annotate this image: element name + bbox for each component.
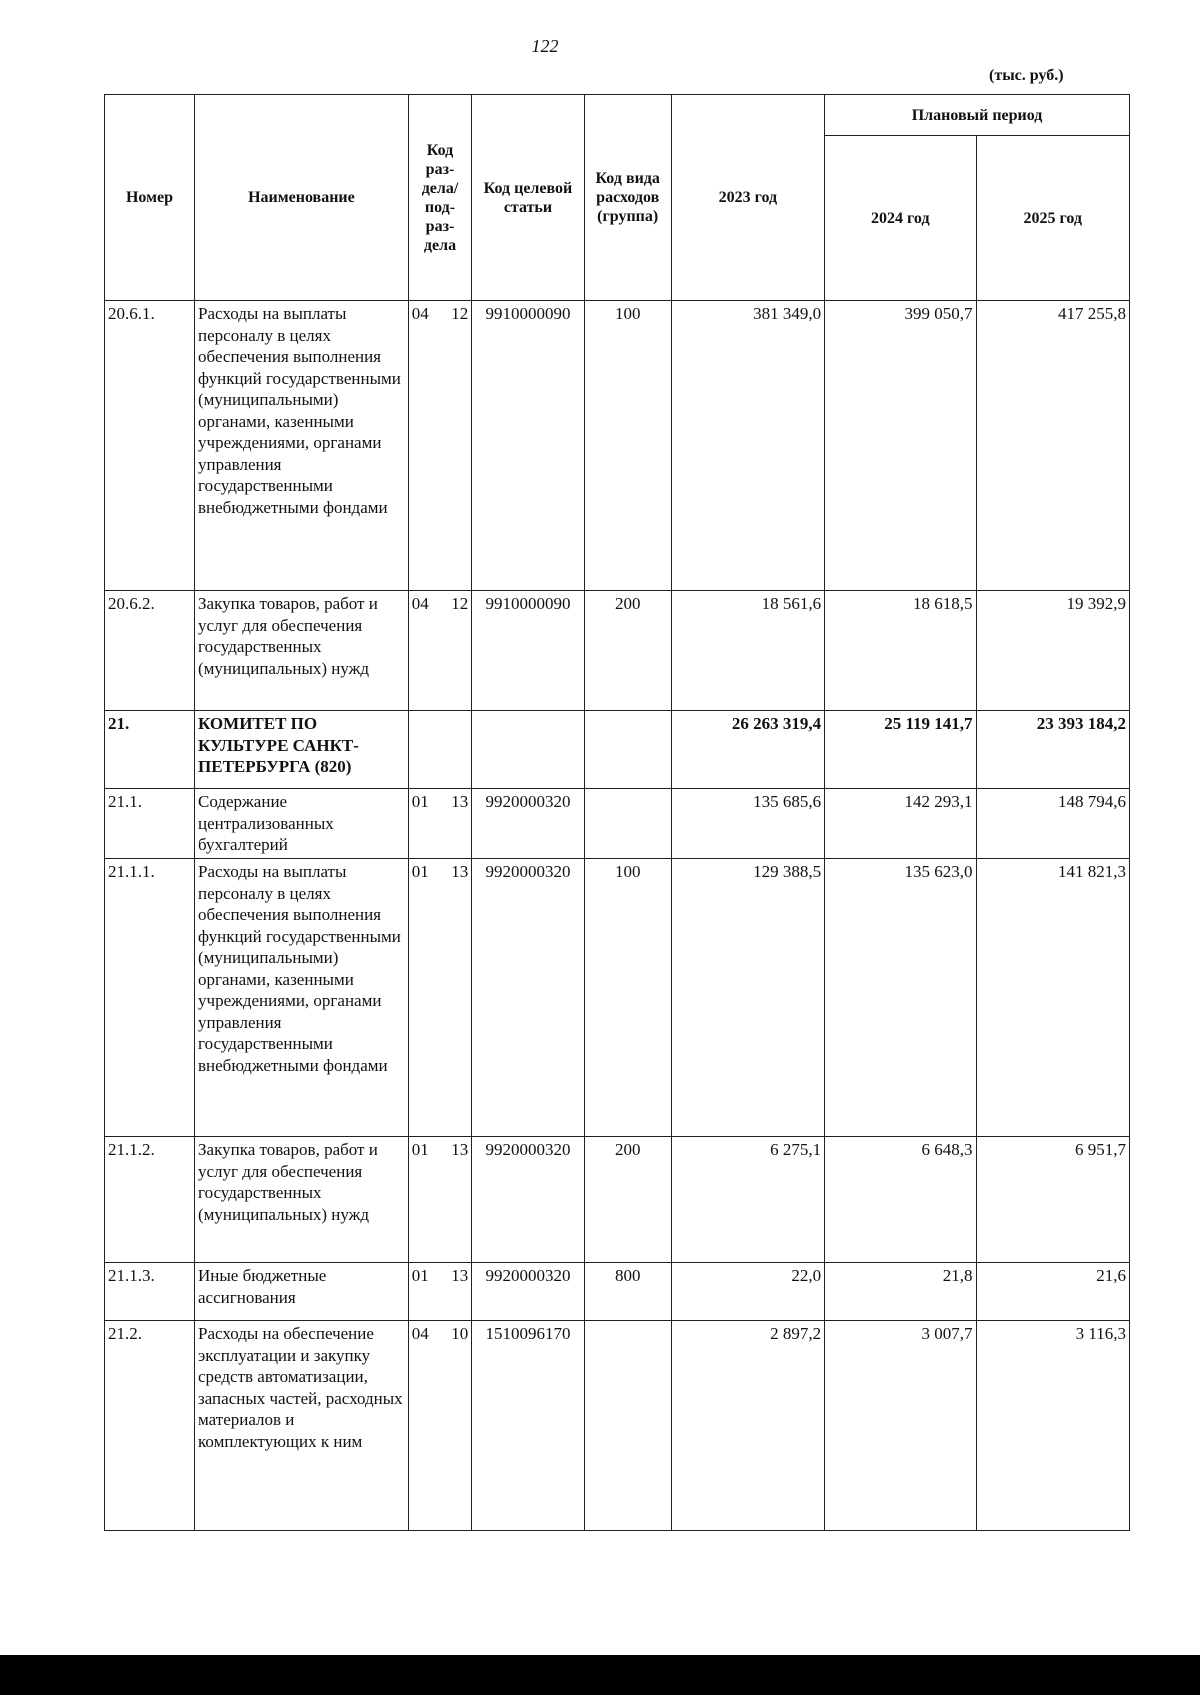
header-plan-period: Плановый период <box>825 95 1130 136</box>
row-expense-type: 800 <box>584 1263 671 1321</box>
row-amount-2023: 6 275,1 <box>671 1137 824 1263</box>
row-amount-2023: 26 263 319,4 <box>671 711 824 789</box>
row-number: 21.1.3. <box>105 1263 195 1321</box>
budget-table <box>104 94 1130 1531</box>
row-amount-2023: 129 388,5 <box>671 859 824 1137</box>
row-name: КОМИТЕТ ПО КУЛЬТУРЕ САНКТ-ПЕТЕРБУРГА (820) <box>195 711 409 789</box>
row-name: Закупка товаров, работ и услуг для обеспечения государственных (муниципальных) нужд <box>195 591 409 711</box>
row-podrazdel: 10 <box>451 1324 469 1343</box>
row-podrazdel: 13 <box>451 792 469 811</box>
row-amount-2023: 18 561,6 <box>671 591 824 711</box>
row-target-code: 9920000320 <box>472 789 585 859</box>
row-expense-type <box>584 1321 671 1531</box>
row-podrazdel: 13 <box>451 1266 469 1285</box>
units-label: (тыс. руб.) <box>989 67 1064 84</box>
row-section-code <box>408 1263 471 1321</box>
scan-edge-bar <box>0 1655 1200 1695</box>
row-section-code <box>408 1137 471 1263</box>
row-amount-2023: 381 349,0 <box>671 301 824 591</box>
row-name: Расходы на выплаты персоналу в целях обеспечения выполнения функций государственными (муниципальными) органами, казенными учреждениями, органами управления государственными внебюджетными фондами <box>195 301 409 591</box>
row-target-code: 9920000320 <box>472 1263 585 1321</box>
row-target-code: 9920000320 <box>472 859 585 1137</box>
table-body <box>105 301 1130 1531</box>
row-section-code <box>408 591 471 711</box>
header-number: Номер <box>105 95 195 301</box>
header-section-code: Код раз-дела/ под-раз-дела <box>408 95 471 301</box>
row-podrazdel: 12 <box>451 594 469 613</box>
row-amount-2025: 141 821,3 <box>976 859 1130 1137</box>
table-row <box>105 301 1130 591</box>
header-target-code: Код целевой статьи <box>472 95 585 301</box>
row-amount-2025: 148 794,6 <box>976 789 1130 859</box>
row-target-code: 1510096170 <box>472 1321 585 1531</box>
row-number: 21.1.1. <box>105 859 195 1137</box>
row-name: Иные бюджетные ассигнования <box>195 1263 409 1321</box>
row-razdel: 01 <box>411 1140 429 1159</box>
row-target-code <box>472 711 585 789</box>
row-section-code <box>408 1321 471 1531</box>
row-razdel: 01 <box>411 862 429 881</box>
header-name: Наименование <box>195 95 409 301</box>
table-row <box>105 591 1130 711</box>
table-row <box>105 711 1130 789</box>
row-amount-2025: 3 116,3 <box>976 1321 1130 1531</box>
table-row <box>105 1321 1130 1531</box>
row-number: 20.6.1. <box>105 301 195 591</box>
row-amount-2023: 2 897,2 <box>671 1321 824 1531</box>
row-expense-type: 200 <box>584 1137 671 1263</box>
row-target-code: 9920000320 <box>472 1137 585 1263</box>
row-amount-2024: 135 623,0 <box>825 859 976 1137</box>
row-amount-2024: 18 618,5 <box>825 591 976 711</box>
header-2025: 2025 год <box>976 136 1130 301</box>
row-number: 21.1. <box>105 789 195 859</box>
header-row <box>105 95 1130 136</box>
row-expense-type: 200 <box>584 591 671 711</box>
row-target-code: 9910000090 <box>472 301 585 591</box>
row-amount-2024: 142 293,1 <box>825 789 976 859</box>
row-name: Расходы на обеспечение эксплуатации и закупку средств автоматизации, запасных частей, расходных материалов и комплектующих к ним <box>195 1321 409 1531</box>
row-section-code <box>408 859 471 1137</box>
row-razdel: 04 <box>411 1324 429 1343</box>
row-expense-type: 100 <box>584 301 671 591</box>
row-amount-2023: 135 685,6 <box>671 789 824 859</box>
header-2024: 2024 год <box>825 136 976 301</box>
header-expense-type-code: Код вида расходов (группа) <box>584 95 671 301</box>
row-name: Расходы на выплаты персоналу в целях обеспечения выполнения функций государственными (муниципальными) органами, казенными учреждениями, органами управления государственными внебюджетными фондами <box>195 859 409 1137</box>
row-podrazdel: 12 <box>451 304 469 323</box>
row-amount-2024: 3 007,7 <box>825 1321 976 1531</box>
row-razdel: 04 <box>411 594 429 613</box>
table-row <box>105 1263 1130 1321</box>
header-2023: 2023 год <box>671 95 824 301</box>
row-razdel: 01 <box>411 792 429 811</box>
row-target-code: 9910000090 <box>472 591 585 711</box>
row-name: Закупка товаров, работ и услуг для обеспечения государственных (муниципальных) нужд <box>195 1137 409 1263</box>
row-number: 21. <box>105 711 195 789</box>
row-amount-2025: 6 951,7 <box>976 1137 1130 1263</box>
table-row <box>105 789 1130 859</box>
row-razdel: 04 <box>411 304 429 323</box>
row-amount-2025: 417 255,8 <box>976 301 1130 591</box>
row-expense-type <box>584 711 671 789</box>
row-amount-2024: 21,8 <box>825 1263 976 1321</box>
row-amount-2025: 23 393 184,2 <box>976 711 1130 789</box>
row-number: 20.6.2. <box>105 591 195 711</box>
row-section-code <box>408 711 471 789</box>
table-row <box>105 1137 1130 1263</box>
row-razdel: 01 <box>411 1266 429 1285</box>
row-amount-2025: 21,6 <box>976 1263 1130 1321</box>
page-number: 122 <box>531 36 559 56</box>
row-amount-2023: 22,0 <box>671 1263 824 1321</box>
row-amount-2024: 399 050,7 <box>825 301 976 591</box>
row-podrazdel: 13 <box>451 1140 469 1159</box>
row-section-code <box>408 301 471 591</box>
row-amount-2024: 25 119 141,7 <box>825 711 976 789</box>
row-number: 21.1.2. <box>105 1137 195 1263</box>
table-row <box>105 859 1130 1137</box>
row-name: Содержание централизованных бухгалтерий <box>195 789 409 859</box>
row-section-code <box>408 789 471 859</box>
row-expense-type <box>584 789 671 859</box>
row-podrazdel: 13 <box>451 862 469 881</box>
row-expense-type: 100 <box>584 859 671 1137</box>
row-amount-2024: 6 648,3 <box>825 1137 976 1263</box>
row-amount-2025: 19 392,9 <box>976 591 1130 711</box>
row-number: 21.2. <box>105 1321 195 1531</box>
